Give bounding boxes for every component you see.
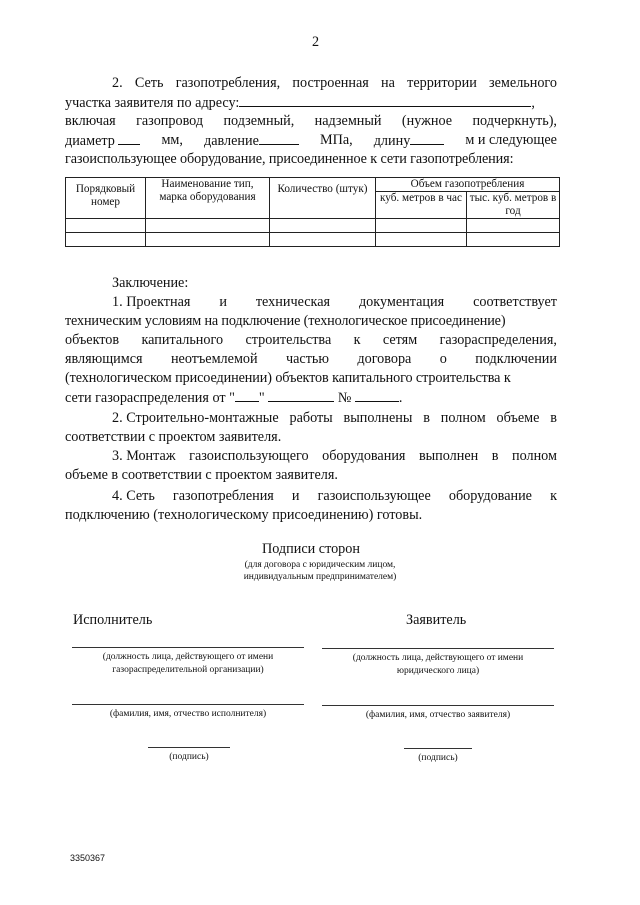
table-row (66, 233, 560, 247)
section2-line-2 (65, 94, 535, 112)
word: объеме (496, 410, 540, 426)
conclusion-p3-line-2: объеме в соответствии с проектом заявителя. (65, 467, 338, 483)
conclusion-p2-line-2: соответствии с проектом заявителя. (65, 429, 282, 445)
executor-position-caption-2: газораспределительной организации) (112, 665, 264, 675)
word: сетям (382, 332, 418, 348)
header-per-hour: куб. метров в час (376, 192, 467, 219)
word: частью (286, 351, 329, 367)
word: 3. Монтаж (112, 448, 176, 464)
conclusion-title: Заключение: (112, 275, 189, 291)
executor-signature-caption: (подпись) (169, 752, 209, 762)
applicant-label: Заявитель (406, 612, 467, 628)
executor-signature-line (148, 747, 230, 748)
header-equipment: Наименование тип, марка оборудования (146, 178, 270, 219)
word: построенная (292, 75, 369, 91)
conclusion-p1-line-4 (65, 351, 557, 368)
word: в (491, 448, 499, 464)
word: и (219, 294, 227, 310)
contract-number-label: № (337, 390, 352, 406)
table-row (66, 219, 560, 233)
word: Сеть (134, 75, 164, 91)
word: капитального (141, 332, 224, 348)
word: полном (511, 448, 557, 464)
diameter-label: диаметр (65, 133, 115, 149)
applicant-signature-caption: (подпись) (418, 753, 458, 763)
conclusion-p4-line-1 (112, 488, 557, 505)
contract-day-blank (235, 389, 259, 402)
conclusion-p1-line-6: сети газораспределения от " " № . (65, 390, 403, 406)
executor-name-caption: (фамилия, имя, отчество исполнителя) (109, 709, 267, 719)
word: 2. Строительно-монтажные (112, 410, 279, 426)
address-blank (239, 94, 531, 107)
header-quantity: Количество (штук) (270, 178, 376, 219)
word: газопотребления, (175, 75, 281, 91)
word: к (353, 332, 361, 348)
word: надземный (314, 113, 382, 129)
word: 2. (112, 75, 123, 91)
mm-label: мм, (161, 132, 183, 148)
signatures-subtitle-1: (для договора с юридическим лицом, (244, 560, 396, 570)
executor-position-line (72, 647, 304, 648)
mpa-label: МПа, (319, 132, 353, 148)
word: подключении (475, 351, 557, 367)
signatures-title: Подписи сторон (262, 541, 360, 557)
word: полном (440, 410, 486, 426)
word: и (291, 488, 300, 504)
page-number: 2 (312, 34, 320, 50)
conclusion-p1-line-3 (65, 332, 557, 349)
executor-name-line (72, 704, 304, 705)
equipment-table (65, 177, 560, 247)
word: соответствует (473, 294, 557, 310)
contract-number-blank (355, 389, 399, 402)
word: в (423, 410, 430, 426)
length-blank (410, 132, 444, 145)
header-gas-volume: Объем газопотребления (376, 178, 560, 192)
word: 1. Проектная (112, 294, 191, 310)
length-label: длину (373, 133, 411, 149)
applicant-name-line (322, 705, 554, 706)
word: подземный, (223, 113, 295, 129)
word: договора (357, 351, 412, 367)
executor-position-caption-1: (должность лица, действующего от имени (102, 652, 274, 662)
conclusion-p3-line-1 (112, 448, 557, 465)
word: объектов (65, 332, 120, 348)
section2-line-3 (65, 113, 557, 130)
section2-line-5: газоиспользующее оборудование, присоединенное к сети газопотребления: (65, 151, 514, 167)
word: строительства (245, 332, 332, 348)
conclusion-p2-line-1 (112, 410, 557, 427)
applicant-name-caption: (фамилия, имя, отчество заявителя) (365, 710, 511, 720)
address-label: участка заявителя по адресу: (65, 95, 240, 111)
word: газопровод (136, 113, 204, 129)
word: техническая (255, 294, 331, 310)
applicant-signature-line (404, 748, 472, 749)
word: в (550, 410, 557, 426)
word: к (550, 488, 557, 504)
word: газопотребления (172, 488, 274, 504)
word: включая (65, 113, 116, 129)
address-comma: , (531, 95, 535, 111)
contract-date-label: сети газораспределения от " (65, 390, 235, 406)
word: на (381, 75, 395, 91)
section2-line-1 (112, 75, 557, 92)
word: неотъемлемой (170, 351, 258, 367)
signatures-subtitle-2: индивидуальным предпринимателем) (243, 572, 397, 582)
diameter-blank (118, 132, 140, 145)
conclusion-p4-line-2: подключению (технологическому присоединению) готовы. (65, 507, 423, 523)
conclusion-p1-line-5: (технологическом присоединении) объектов капитального строительства к (65, 370, 511, 386)
word: работы (289, 410, 333, 426)
header-per-year: тыс. куб. метров в год (467, 192, 560, 219)
applicant-position-caption-1: (должность лица, действующего от имени (352, 653, 524, 663)
footer-code: 3350367 (70, 853, 106, 863)
section2-line-4 (65, 132, 557, 150)
pressure-label: давление (204, 133, 259, 149)
applicant-position-caption-2: юридического лица) (396, 666, 480, 676)
conclusion-p1-line-2: техническим условиям на подключение (технологическое присоединение) (65, 313, 506, 329)
word: (нужное (401, 113, 453, 129)
word: 4. Сеть (112, 488, 155, 504)
word: о (439, 351, 447, 367)
word: являющимся (65, 351, 143, 367)
length-tail: м и следующее (465, 132, 557, 148)
word: документация (358, 294, 445, 310)
word: оборудования (322, 448, 406, 464)
word: подчеркнуть), (472, 113, 557, 129)
word: оборудование (448, 488, 532, 504)
pressure-blank (259, 132, 299, 145)
word: газораспределения, (439, 332, 557, 348)
conclusion-p1-line-1 (112, 294, 557, 311)
word: территории (407, 75, 477, 91)
header-number: Порядковый номер (66, 178, 146, 219)
word: газоиспользующего (189, 448, 309, 464)
word: земельного (489, 75, 557, 91)
contract-month-blank (268, 389, 334, 402)
executor-label: Исполнитель (73, 612, 153, 628)
word: выполнены (343, 410, 413, 426)
word: газоиспользующее (317, 488, 431, 504)
applicant-position-line (322, 648, 554, 649)
word: выполнен (418, 448, 479, 464)
